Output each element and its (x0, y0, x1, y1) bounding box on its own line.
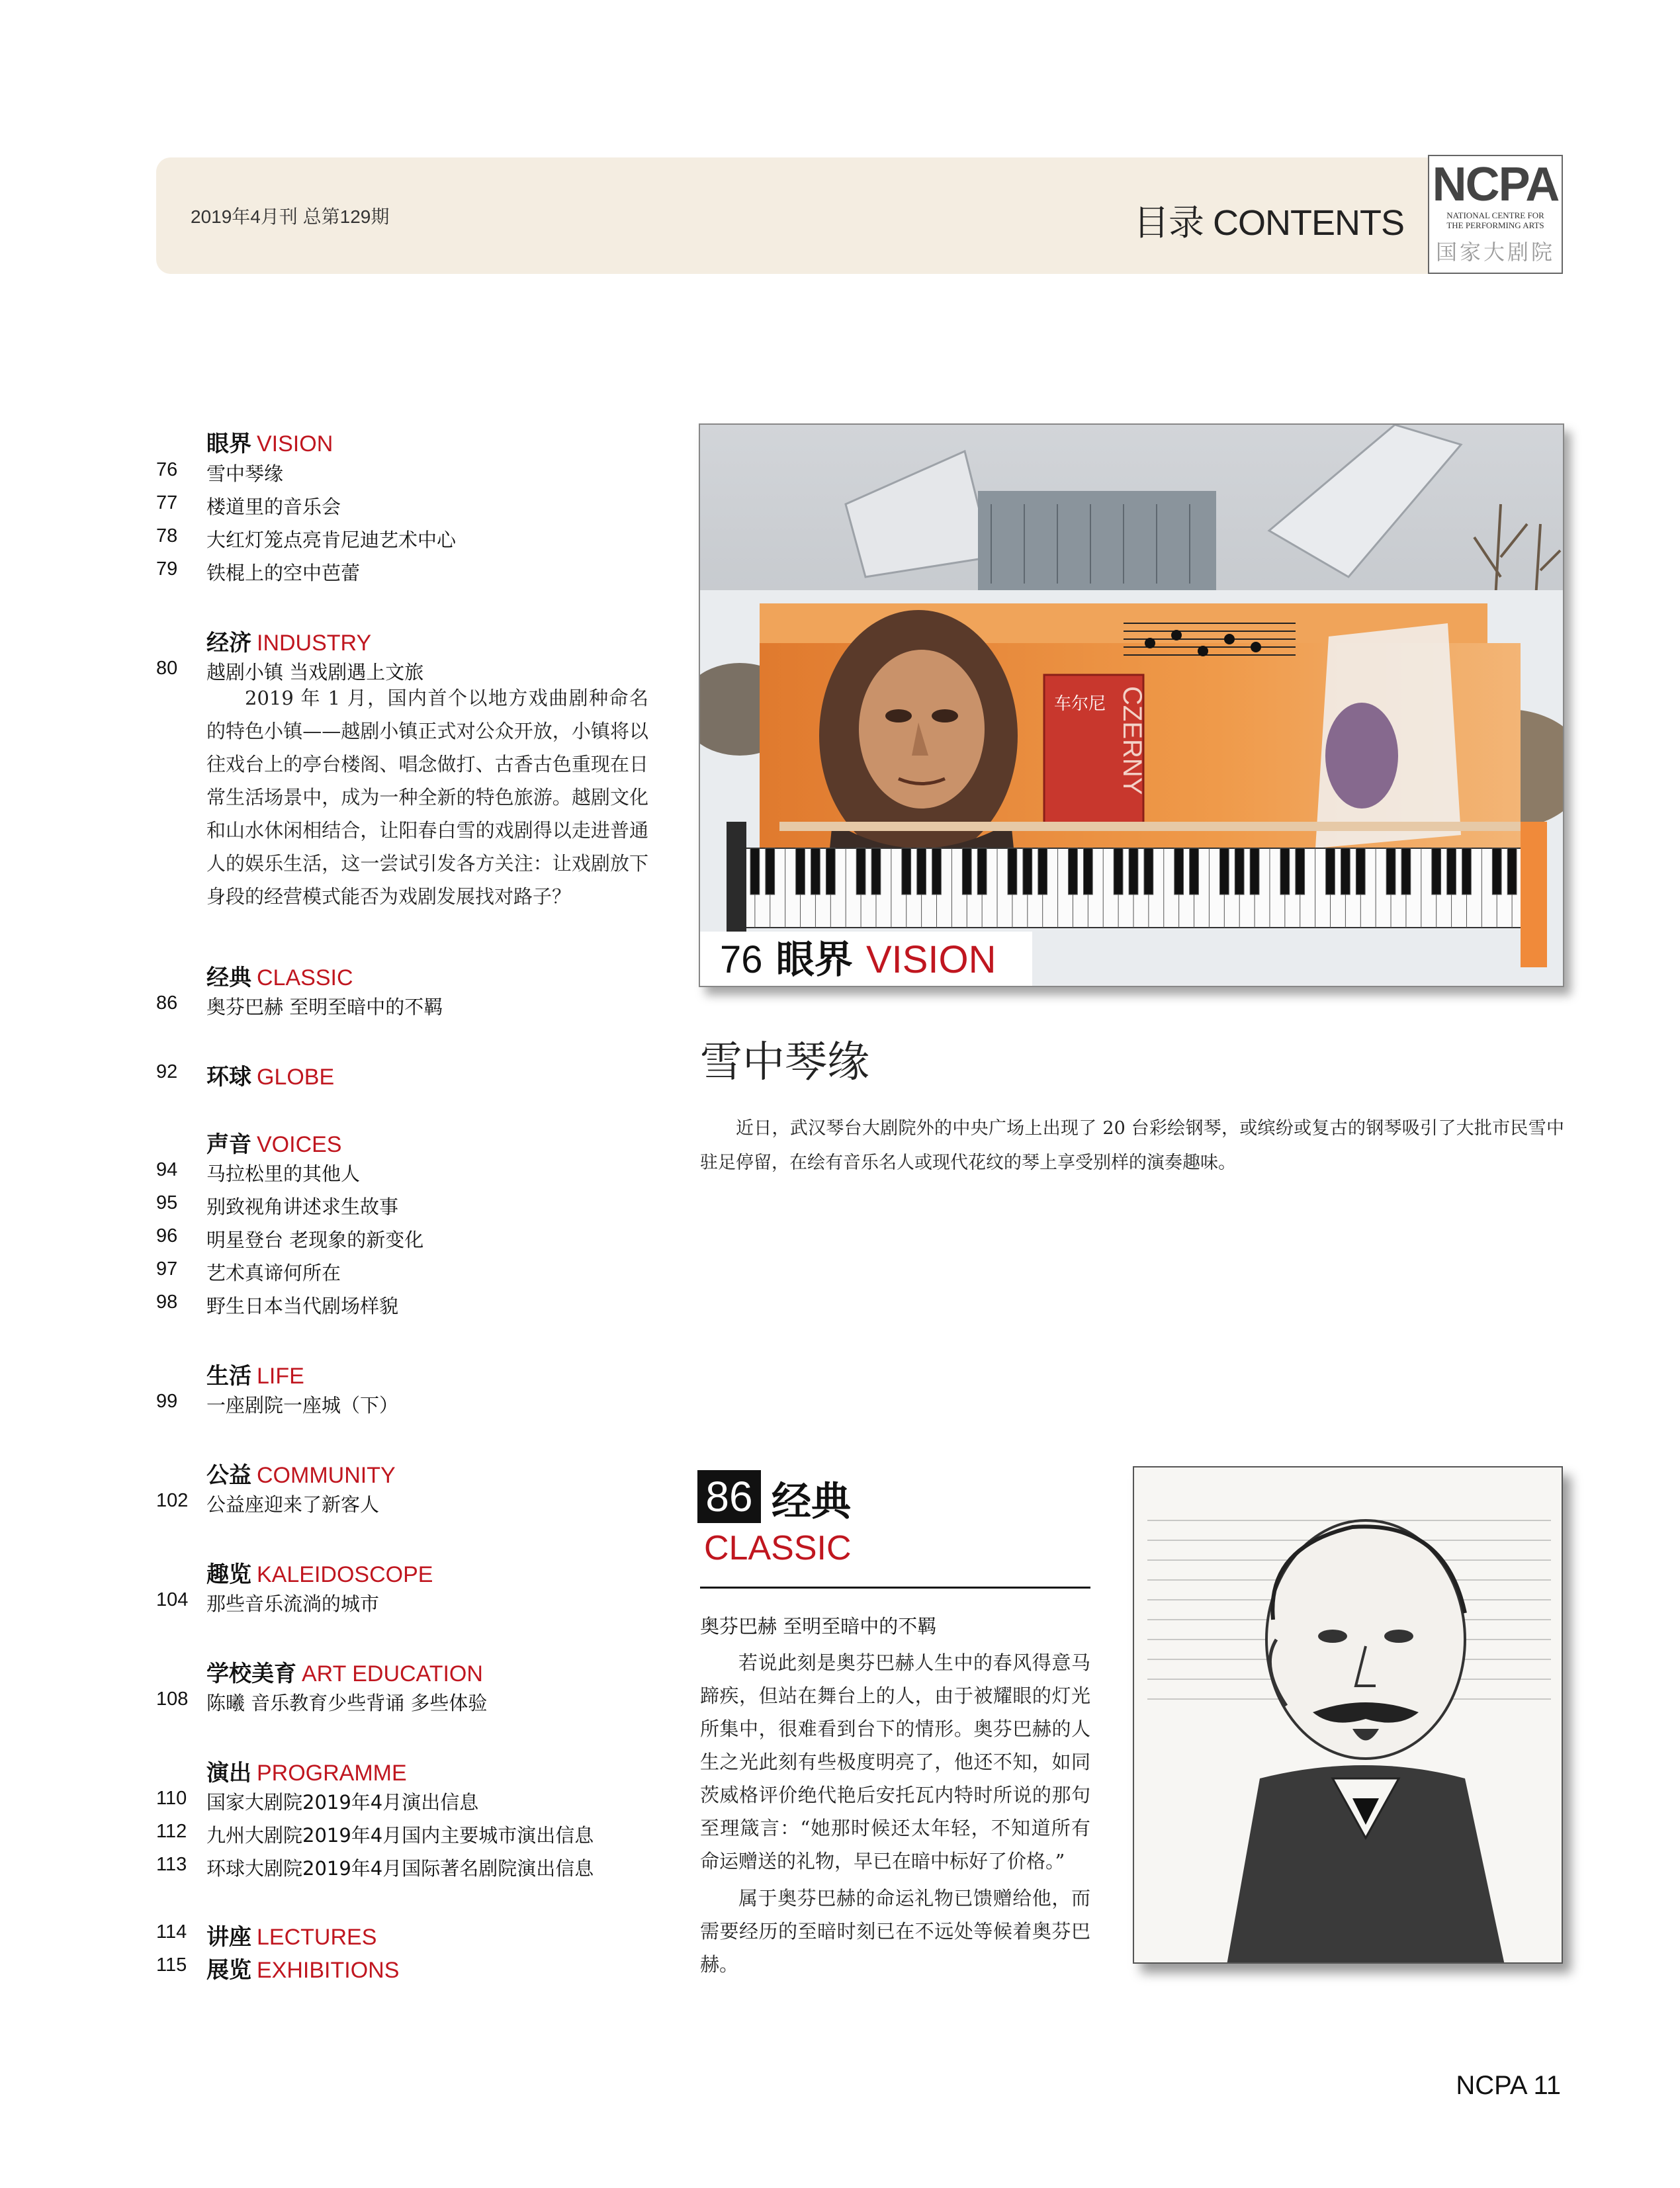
toc-page-num: 99 (156, 1391, 178, 1412)
toc-page-num: 86 (156, 992, 178, 1014)
toc-item[interactable]: 一座剧院一座城（下） (206, 1394, 399, 1417)
toc-page-num: 77 (156, 492, 178, 513)
toc-item[interactable]: 铁棍上的空中芭蕾 (206, 562, 361, 584)
toc-page-num: 94 (156, 1159, 178, 1180)
toc-page-num: 80 (156, 658, 178, 679)
vision-photo-label: 76 眼界 VISION (700, 932, 1032, 986)
toc-item[interactable]: 野生日本当代剧场样貌 (206, 1295, 399, 1317)
ncpa-logo (1428, 155, 1563, 274)
toc-item[interactable]: 公益座迎来了新客人 (206, 1493, 380, 1516)
toc-item[interactable]: 那些音乐流淌的城市 (206, 1593, 380, 1615)
toc-item[interactable]: 越剧小镇 当戏剧遇上文旅 (206, 661, 424, 683)
toc-page-num: 78 (156, 525, 178, 547)
classic-divider (700, 1587, 1090, 1589)
toc-item[interactable]: 陈曦 音乐教育少些背诵 多些体验 (206, 1692, 488, 1714)
classic-paragraph-1: 若说此刻是奥芬巴赫人生中的春风得意马蹄疾，但站在舞台上的人，由于被耀眼的灯光所集中，很难看到台下的情形。奥芬巴赫的人生之光此刻有些极度明亮了，他还不知，如同茨威格评价绝代艳后安托瓦内特时所说的那句至理箴言：“她那时候还太年轻，不知道所有命运赠送的礼物，早已在暗中标好了价格。” (700, 1651, 1090, 1872)
page-folio: NCPA 11 (1456, 2071, 1561, 2100)
toc-page-num: 102 (156, 1490, 189, 1511)
toc-page-num: 97 (156, 1258, 178, 1280)
offenbach-portrait-engraving[interactable] (1133, 1466, 1563, 1964)
toc-page-num: 98 (156, 1291, 178, 1313)
classic-section-en: CLASSIC (704, 1529, 852, 1567)
classic-body (700, 1646, 1090, 1981)
classic-paragraph-2: 属于奥芬巴赫的命运礼物已馈赠给他，而需要经历的至暗时刻已在不远处等候着奥芬巴赫。 (700, 1887, 1090, 1976)
issue-info: 2019年4月刊 总第129期 (191, 206, 390, 227)
painted-piano-photo[interactable] (699, 423, 1564, 987)
section-kaleidoscope[interactable]: 趣览 KALEIDOSCOPE (206, 1561, 433, 1588)
section-lectures[interactable]: 讲座 LECTURES (206, 1924, 377, 1950)
toc-page-num: 113 (156, 1854, 187, 1875)
section-globe[interactable]: 环球 GLOBE (206, 1064, 335, 1090)
toc-item[interactable]: 马拉松里的其他人 (206, 1162, 361, 1185)
toc-page-num: 92 (156, 1061, 178, 1082)
section-voices[interactable]: 声音 VOICES (206, 1131, 342, 1158)
page-title: 目录 CONTENTS (1133, 203, 1404, 243)
vision-feature-text: 近日，武汉琴台大剧院外的中央广场上出现了 20 台彩绘钢琴，或缤纷或复古的钢琴吸引了大批市民雪中驻足停留，在绘有音乐名人或现代花纹的琴上享受别样的演奏趣味。 (700, 1118, 1564, 1173)
section-life[interactable]: 生活 LIFE (206, 1363, 304, 1389)
toc-page-num: 108 (156, 1688, 189, 1710)
toc-page-num: 76 (156, 459, 178, 480)
vision-feature-title[interactable]: 雪中琴缘 (700, 1038, 869, 1087)
toc-item[interactable]: 明星登台 老现象的新变化 (206, 1229, 424, 1251)
logo-text: NCPA (1432, 158, 1559, 211)
table-of-contents (0, 0, 662, 2188)
toc-page-num: 112 (156, 1821, 187, 1842)
toc-item[interactable]: 雪中琴缘 (206, 462, 284, 485)
toc-page-num: 104 (156, 1589, 189, 1610)
classic-headline[interactable]: 奥芬巴赫 至明至暗中的不羁 (700, 1615, 937, 1638)
toc-page-num: 96 (156, 1225, 178, 1247)
toc-page-num: 115 (156, 1954, 187, 1976)
toc-item[interactable]: 别致视角讲述求生故事 (206, 1196, 399, 1218)
section-art-education[interactable]: 学校美育 ART EDUCATION (206, 1661, 483, 1687)
classic-section-cn: 经典 (772, 1479, 851, 1525)
book-title-en: CZERNY (1118, 686, 1147, 795)
toc-item[interactable]: 艺术真谛何所在 (206, 1262, 341, 1284)
section-classic[interactable]: 经典 CLASSIC (206, 965, 353, 991)
logo-chinese: 国家大剧院 (1435, 240, 1555, 265)
section-community[interactable]: 公益 COMMUNITY (206, 1462, 396, 1489)
toc-item[interactable]: 国家大剧院2019年4月演出信息 (206, 1791, 479, 1814)
section-programme[interactable]: 演出 PROGRAMME (206, 1760, 407, 1786)
section-industry[interactable]: 经济 INDUSTRY (206, 630, 372, 656)
toc-item[interactable]: 奥芬巴赫 至明至暗中的不羁 (206, 996, 443, 1018)
portrait-illustration (1134, 1467, 1563, 1964)
classic-page-badge: 86 (697, 1470, 761, 1523)
toc-page-num: 110 (156, 1788, 187, 1809)
toc-page-num: 79 (156, 558, 178, 580)
piano-illustration (700, 425, 1564, 987)
toc-item[interactable]: 楼道里的音乐会 (206, 496, 341, 518)
toc-item[interactable]: 九州大剧院2019年4月国内主要城市演出信息 (206, 1824, 594, 1847)
toc-item[interactable]: 大红灯笼点亮肯尼迪艺术中心 (206, 529, 457, 551)
toc-page-num: 95 (156, 1192, 178, 1213)
logo-subtitle-1: NATIONAL CENTRE FOR (1446, 210, 1544, 220)
logo-subtitle-2: THE PERFORMING ARTS (1446, 220, 1544, 230)
toc-item[interactable]: 环球大剧院2019年4月国际著名剧院演出信息 (206, 1857, 594, 1880)
section-exhibitions[interactable]: 展览 EXHIBITIONS (206, 1957, 400, 1984)
toc-page-num: 114 (156, 1921, 187, 1943)
book-title-cn: 车尔尼 (1054, 694, 1106, 714)
section-vision[interactable]: 眼界 VISION (206, 431, 333, 457)
industry-summary: 2019 年 1 月，国内首个以地方戏曲剧种命名的特色小镇——越剧小镇正式对公众开放，小镇将以往戏台上的亭台楼阁、唱念做打、古香古色重现在日常生活场景中，成为一种全新的特色旅游。越剧文化和山水休闲相结合，让阳春白雪的戏剧得以走进普通人的娱乐生活，这一尝试引发各方关注：让戏剧放下身段的经营模式能否为戏剧发展找对路子？ (206, 687, 648, 908)
